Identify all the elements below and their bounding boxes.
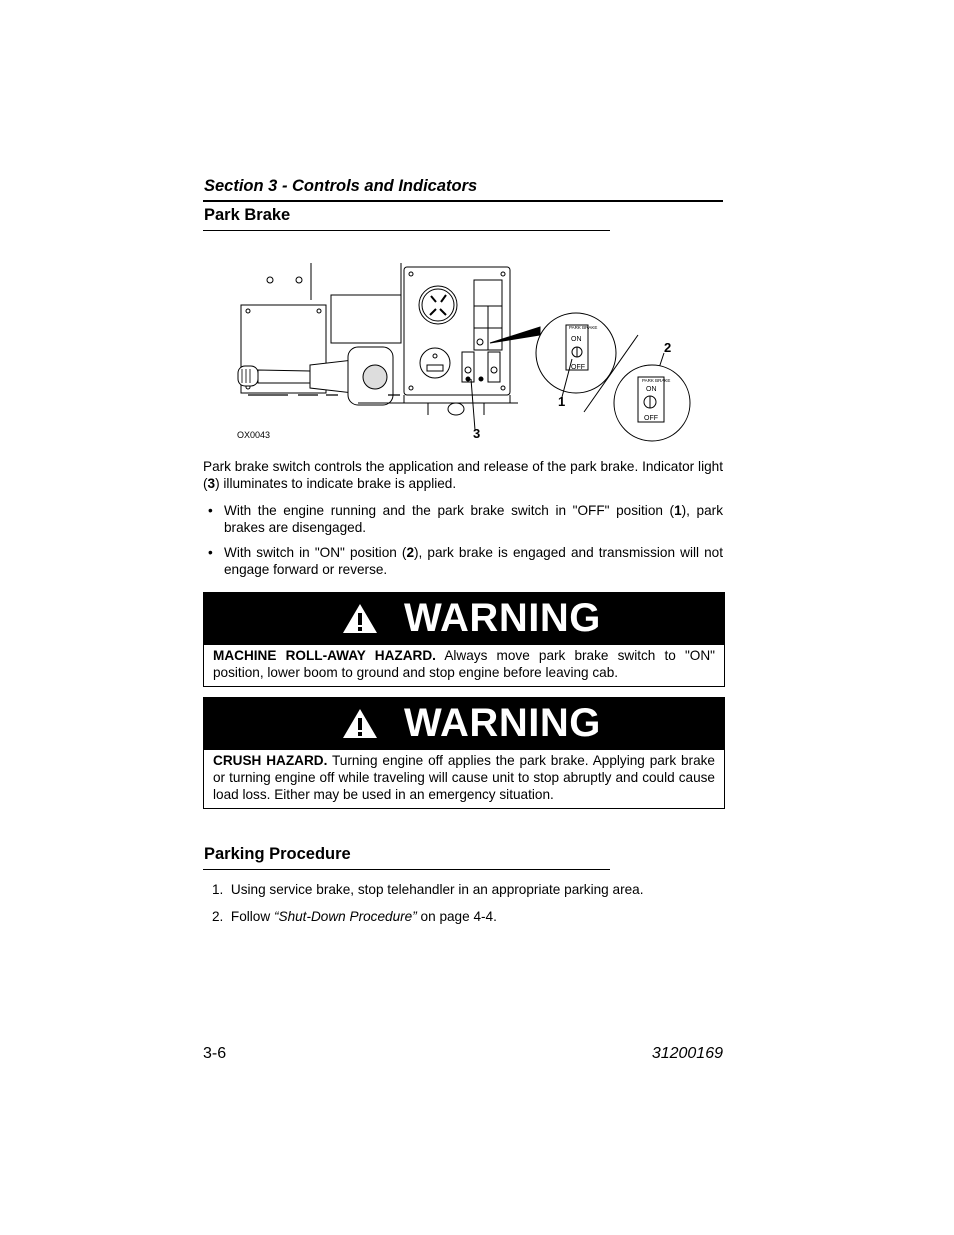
switch2-on-label: ON xyxy=(646,386,657,393)
park-brake-figure xyxy=(228,255,698,445)
bullet-dot: • xyxy=(208,503,213,518)
bullet-item: • With the engine running and the park brake switch in "OFF" position (1), park brakes are disengaged. xyxy=(208,503,723,535)
parking-procedure-heading: Parking Procedure xyxy=(204,845,351,863)
switch2-off-label: OFF xyxy=(644,415,658,422)
bullet-dot: • xyxy=(208,545,213,560)
switch1-on-label: ON xyxy=(571,336,582,343)
warning-box xyxy=(203,697,725,809)
park-brake-rule xyxy=(203,230,610,231)
park-brake-heading: Park Brake xyxy=(204,206,291,224)
warning-title: WARNING xyxy=(404,596,601,640)
bullet-item: • With switch in "ON" position (2), park brake is engaged and transmission will not engage forward or reverse. xyxy=(208,545,723,577)
warning-triangle-icon xyxy=(341,602,379,635)
callout-2: 2 xyxy=(664,340,672,355)
warning-banner xyxy=(204,698,724,750)
section-title: Section 3 - Controls and Indicators xyxy=(204,177,478,195)
document-number: 31200169 xyxy=(651,1045,723,1062)
callout-1: 1 xyxy=(558,394,566,409)
warning-box xyxy=(203,592,725,687)
callout-3: 3 xyxy=(473,426,481,441)
warning-text: CRUSH HAZARD. Turning engine off applies the park brake. Applying park brake or turning engine off while traveling will cause unit to stop abruptly and could cause load loss. Either may be used in an emergency situation. xyxy=(213,753,715,802)
list-item: 2. Follow “Shut-Down Procedure” on page 4-4. xyxy=(212,909,497,924)
warning-title: WARNING xyxy=(404,701,601,745)
park-brake-intro: Park brake switch controls the application and release of the park brake. Indicator light (3) illuminates to indicate brake is applied. xyxy=(203,459,723,491)
switch2-top-label: PARK BRAKE xyxy=(642,378,671,383)
switch1-off-label: OFF xyxy=(571,364,585,371)
parking-procedure-rule xyxy=(203,869,610,870)
section-rule xyxy=(203,200,723,202)
page-number: 3-6 xyxy=(203,1045,227,1062)
warning-triangle-icon xyxy=(341,707,379,740)
list-item: 1. Using service brake, stop telehandler in an appropriate parking area. xyxy=(212,882,644,897)
switch1-top-label: PARK BRAKE xyxy=(569,325,598,330)
warning-banner xyxy=(204,593,724,645)
figure-code: OX0043 xyxy=(237,430,271,440)
warning-text: MACHINE ROLL-AWAY HAZARD. Always move park brake switch to "ON" position, lower boom to ground and stop engine before leaving cab. xyxy=(213,648,715,680)
